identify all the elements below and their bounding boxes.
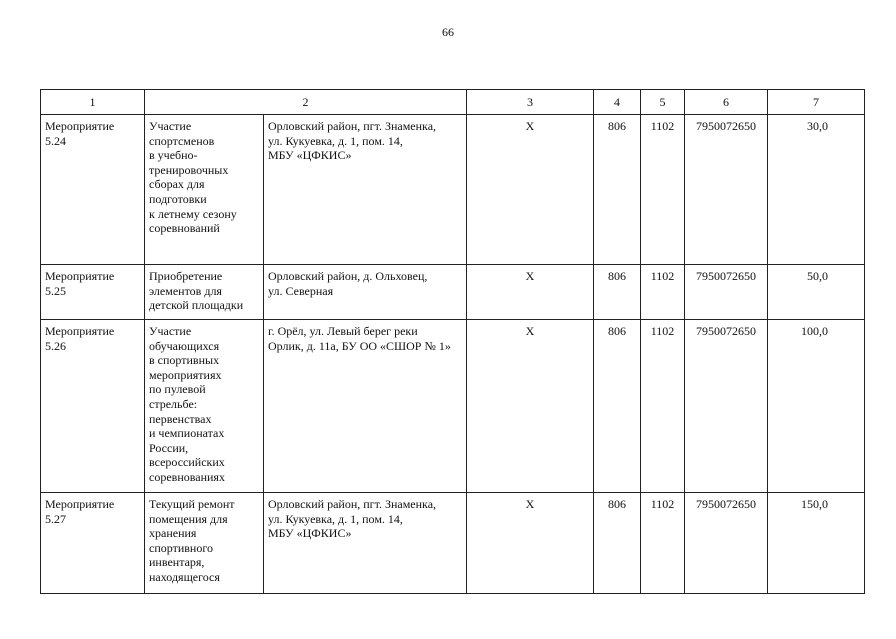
budget-table — [40, 89, 865, 594]
event-name: Участие обучающихся в спортивных мероприятиях по пулевой стрельбе: первенствах и чемпионатах России, всероссийских соревнованиях — [145, 320, 264, 493]
event-address: г. Орёл, ул. Левый берег реки Орлик, д. 11а, БУ ОО «СШОР № 1» — [264, 320, 467, 493]
header-col-7: 7 — [768, 90, 865, 115]
col4-value: 806 — [594, 320, 641, 493]
col4-value: 806 — [594, 265, 641, 320]
col3-value: Х — [467, 320, 594, 493]
event-name: Участие спортсменов в учебно- тренировочных сборах для подготовки к летнему сезону соревнований — [145, 115, 264, 265]
col5-value: 1102 — [641, 493, 685, 594]
header-col-6: 6 — [685, 90, 768, 115]
header-col-1: 1 — [41, 90, 145, 115]
col7-value: 30,0 — [768, 115, 865, 265]
col3-value: Х — [467, 115, 594, 265]
col3-value: Х — [467, 265, 594, 320]
header-col-2: 2 — [145, 90, 467, 115]
col4-value: 806 — [594, 493, 641, 594]
event-number: Мероприятие 5.25 — [41, 265, 145, 320]
page-number: 66 — [442, 25, 454, 39]
event-number: Мероприятие 5.24 — [41, 115, 145, 265]
col4-value: 806 — [594, 115, 641, 265]
event-number: Мероприятие 5.26 — [41, 320, 145, 493]
event-address: Орловский район, д. Ольховец, ул. Северная — [264, 265, 467, 320]
col5-value: 1102 — [641, 320, 685, 493]
col5-value: 1102 — [641, 265, 685, 320]
event-address: Орловский район, пгт. Знаменка, ул. Кукуевка, д. 1, пом. 14, МБУ «ЦФКИС» — [264, 115, 467, 265]
col7-value: 100,0 — [768, 320, 865, 493]
event-name: Текущий ремонт помещения для хранения спортивного инвентаря, находящегося — [145, 493, 264, 594]
header-col-5: 5 — [641, 90, 685, 115]
col7-value: 150,0 — [768, 493, 865, 594]
header-col-4: 4 — [594, 90, 641, 115]
table-row — [41, 320, 865, 493]
header-row — [41, 90, 865, 115]
col5-value: 1102 — [641, 115, 685, 265]
header-col-3: 3 — [467, 90, 594, 115]
table-row — [41, 115, 865, 265]
col6-value: 7950072650 — [685, 115, 768, 265]
col3-value: Х — [467, 493, 594, 594]
event-number: Мероприятие 5.27 — [41, 493, 145, 594]
event-address: Орловский район, пгт. Знаменка, ул. Кукуевка, д. 1, пом. 14, МБУ «ЦФКИС» — [264, 493, 467, 594]
event-name: Приобретение элементов для детской площадки — [145, 265, 264, 320]
table-row — [41, 265, 865, 320]
col6-value: 7950072650 — [685, 265, 768, 320]
col7-value: 50,0 — [768, 265, 865, 320]
col6-value: 7950072650 — [685, 493, 768, 594]
table-row — [41, 493, 865, 594]
col6-value: 7950072650 — [685, 320, 768, 493]
